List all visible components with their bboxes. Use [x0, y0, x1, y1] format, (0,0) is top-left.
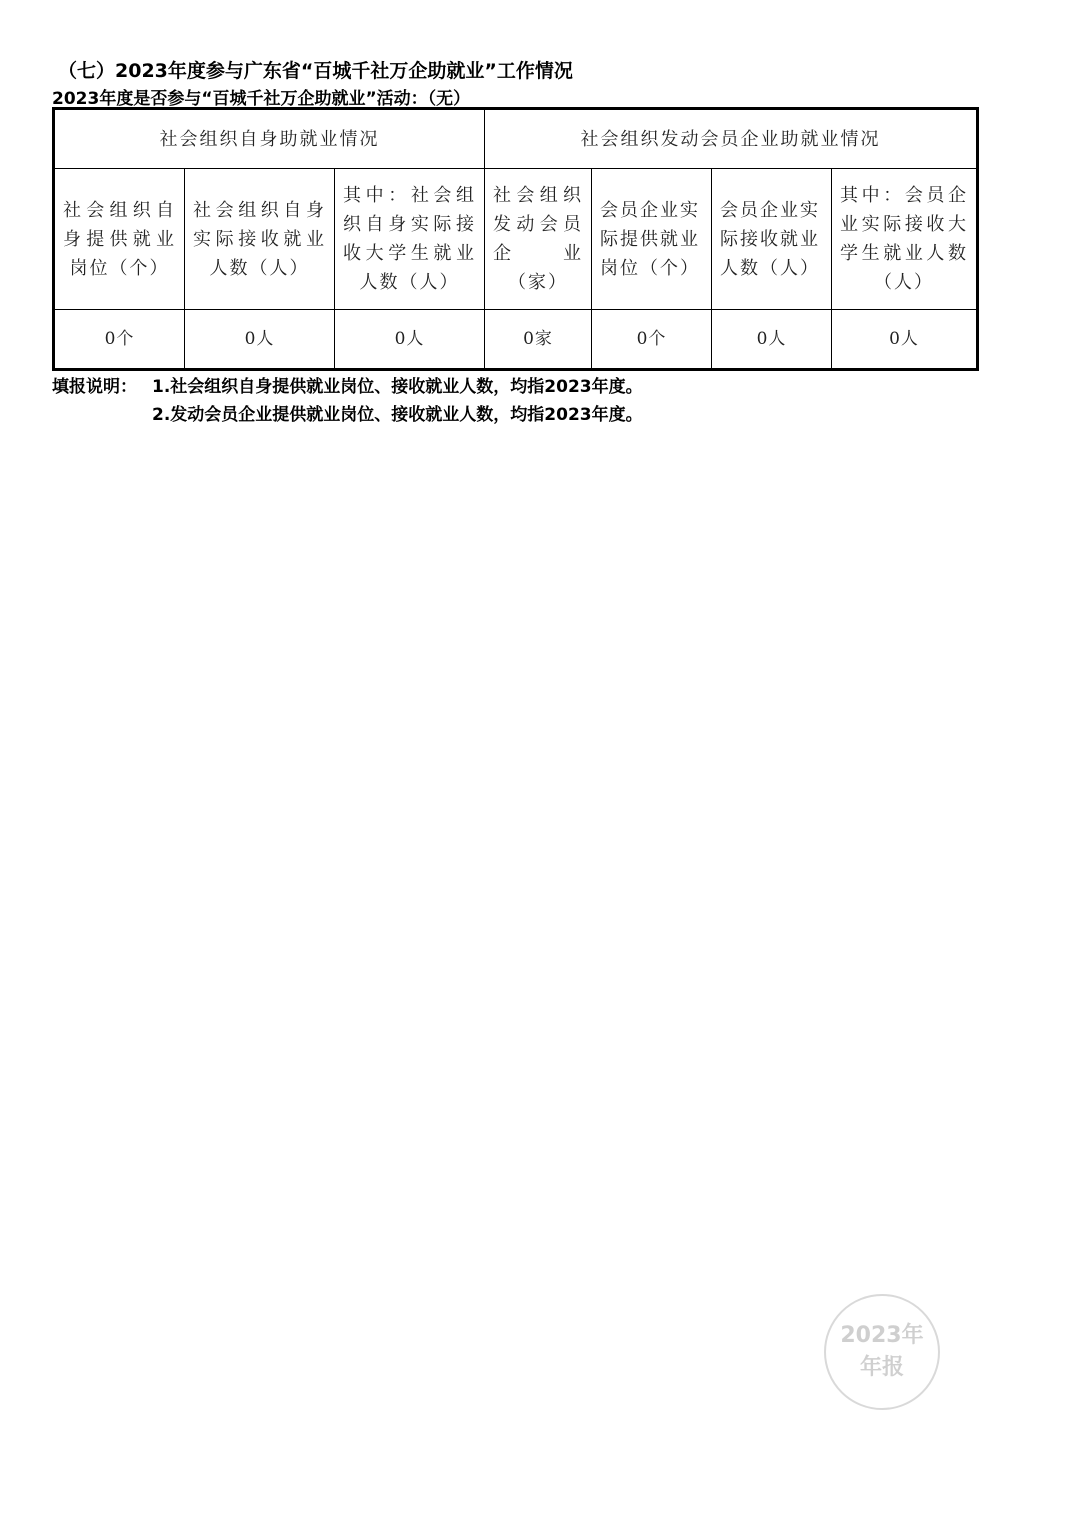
column-header: 社会组织自身提供就业岗位（个） [54, 169, 185, 310]
group-header-row [54, 109, 978, 169]
table-cell: 0人 [185, 310, 335, 370]
table-cell: 0人 [335, 310, 485, 370]
column-header: 社会组织发动会员企业（家） [485, 169, 592, 310]
stamp-line-1: 2023年 [840, 1323, 924, 1348]
column-header: 其中：会员企业实际接收大学生就业人数（人） [832, 169, 978, 310]
table-cell: 0个 [592, 310, 712, 370]
note-item: 1.社会组织自身提供就业岗位、接收就业人数，均指2023年度。 [152, 377, 643, 397]
participation-answer: （无） [427, 89, 471, 109]
note-line-1 [52, 373, 643, 401]
participation-question-text: 2023年度是否参与“百城千社万企助就业”活动： [52, 89, 428, 109]
participation-question [52, 84, 470, 109]
note-item: 2.发动会员企业提供就业岗位、接收就业人数，均指2023年度。 [152, 405, 643, 425]
employment-table [52, 107, 979, 371]
table-cell: 0人 [832, 310, 978, 370]
group-header-self: 社会组织自身助就业情况 [54, 109, 485, 169]
table-cell: 0个 [54, 310, 185, 370]
column-header: 其中：社会组织自身实际接收大学生就业人数（人） [335, 169, 485, 310]
notes-label: 填报说明： [52, 377, 137, 397]
note-line-2 [52, 401, 643, 429]
group-header-members: 社会组织发动会员企业助就业情况 [485, 109, 978, 169]
column-header: 会员企业实际接收就业人数（人） [712, 169, 832, 310]
filling-notes [52, 373, 643, 429]
table-cell: 0人 [712, 310, 832, 370]
column-header: 会员企业实际提供就业岗位（个） [592, 169, 712, 310]
column-header: 社会组织自身实际接收就业人数（人） [185, 169, 335, 310]
table-row [54, 310, 978, 370]
column-header-row [54, 169, 978, 310]
stamp-line-2: 年报 [859, 1355, 904, 1380]
section-title: （七）2023年度参与广东省“百城千社万企助就业”工作情况 [58, 60, 573, 82]
annual-report-stamp [824, 1294, 940, 1410]
table-cell: 0家 [485, 310, 592, 370]
